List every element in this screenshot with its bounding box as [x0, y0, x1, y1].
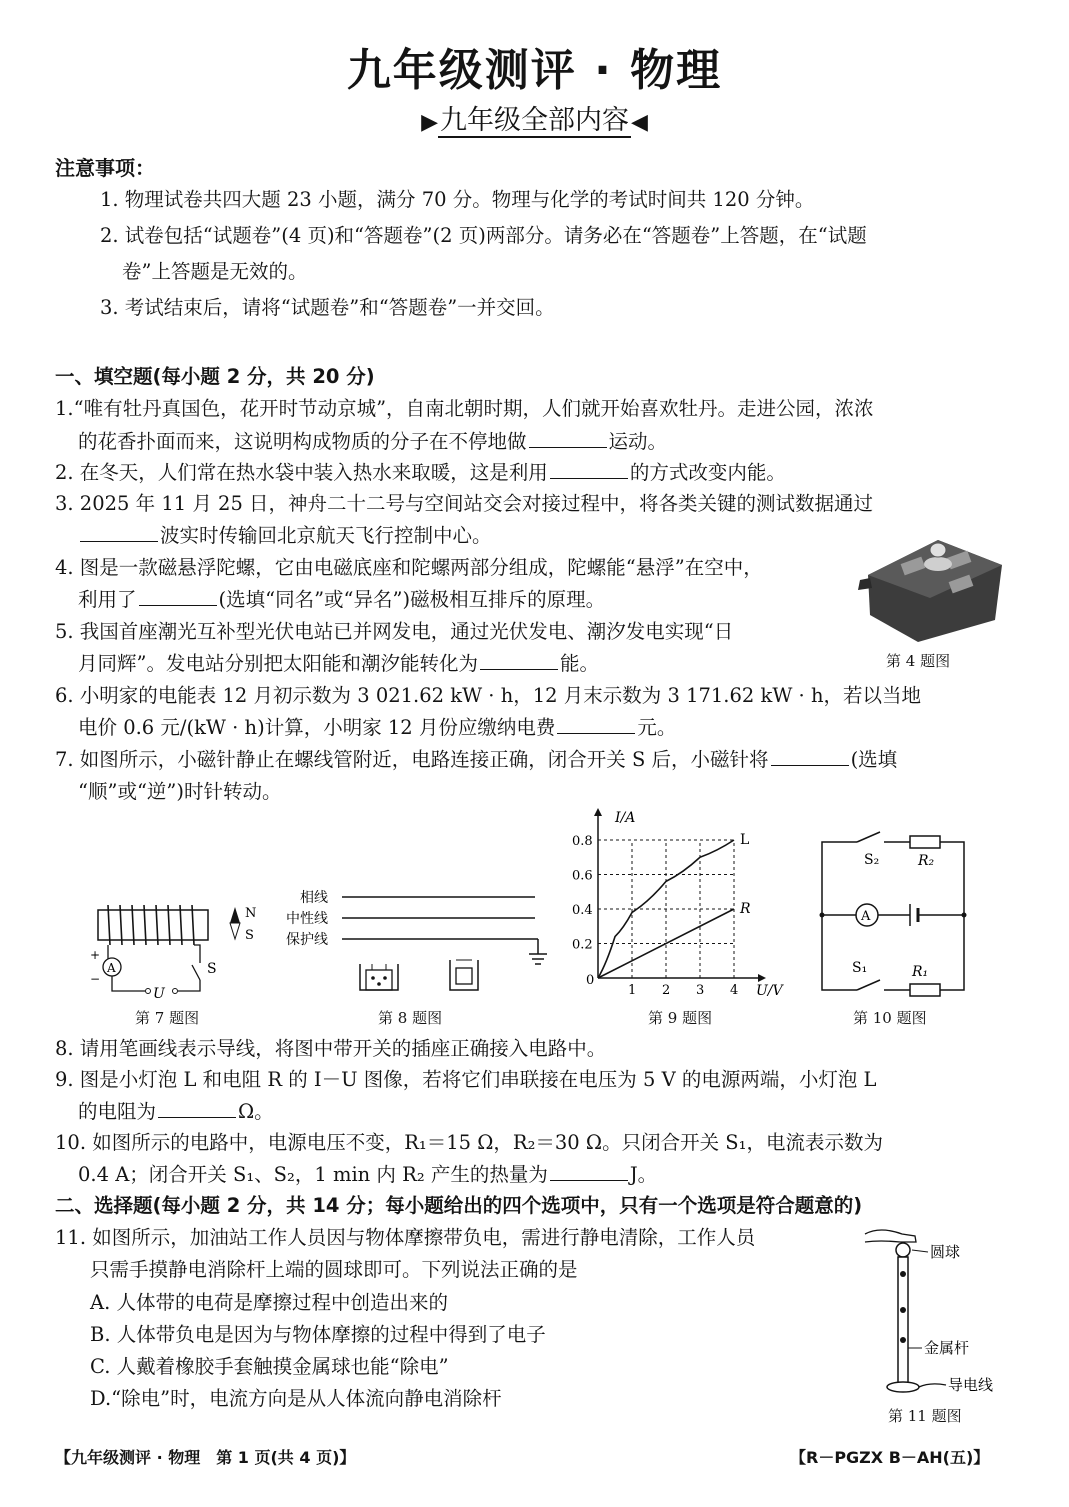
- x-tick-label: 3: [696, 983, 705, 998]
- resistor-r2-label: R₂: [918, 853, 935, 869]
- question-10-line-2: 0.4 A；闭合开关 S₁、S₂，1 min 内 R₂ 产生的热量为 J。: [78, 1163, 658, 1186]
- page-subtitle: [0, 98, 1069, 137]
- y-tick-label: 0.2: [572, 937, 593, 953]
- iu-chart: [560, 800, 800, 1005]
- x-axis-label: U/V: [756, 983, 783, 999]
- notice-item-1: 1. 物理试卷共四大题 23 小题，满分 70 分。物理与化学的考试时间共 120 分钟。: [100, 188, 815, 211]
- neutral-wire-label: 中性线: [286, 911, 328, 927]
- switch-label: S: [207, 961, 217, 977]
- figure-7-caption: 第 7 题图: [135, 1009, 200, 1027]
- x-tick-label: 2: [662, 983, 671, 998]
- question-8: 8. 请用笔画线表示导线，将图中带开关的插座正确接入电路中。: [55, 1037, 607, 1060]
- y-tick-label: 0.4: [572, 903, 593, 918]
- maglev-top-photo: [850, 520, 1010, 645]
- question-1-line-2: 的花香扑面而来，这说明构成物质的分子在不停地做 运动。: [78, 430, 668, 453]
- left-triangle-icon: ▶: [421, 110, 438, 135]
- y-axis-arrow: [594, 808, 602, 816]
- answer-blank: [550, 477, 628, 479]
- live-wire-label: 相线: [300, 890, 328, 906]
- household-wiring-diagram: [280, 880, 560, 1000]
- rod-label: 金属杆: [924, 1339, 970, 1357]
- option-c: C. 人戴着橡胶手套触摸金属球也能“除电”: [90, 1355, 449, 1378]
- question-3-line-2: 波实时传输回北京航天飞行控制中心。: [78, 524, 492, 547]
- question-7-line-2: “顺”或“逆”)时针转动。: [78, 780, 282, 803]
- switch-s2-label: S₂: [864, 852, 880, 868]
- question-5-line-1: 5. 我国首座潮光互补型光伏电站已并网发电，通过光伏发电、潮汐发电实现“日: [55, 620, 734, 643]
- question-4-line-2: 利用了 (选填“同名”或“异名”)磁极相互排斥的原理。: [78, 588, 606, 611]
- y-axis-label: I/A: [615, 810, 636, 826]
- question-9-line-2: 的电阻为 Ω。: [78, 1100, 274, 1123]
- plus-sign: +: [90, 948, 101, 962]
- footer-page-info: 【九年级测评 · 物理 第 1 页(共 4 页)】: [55, 1448, 356, 1467]
- notice-item-2: 2. 试卷包括“试题卷”(4 页)和“答题卷”(2 页)两部分。请务必在“答题卷”上答题，在“试题: [100, 224, 867, 247]
- static-discharge-rod-diagram: [860, 1222, 1010, 1402]
- subtitle-text: 九年级全部内容: [440, 105, 629, 136]
- question-11-line-2: 只需手摸静电消除杆上端的圆球即可。下列说法正确的是: [90, 1258, 578, 1281]
- ground-wire-label: 保护线: [286, 932, 328, 948]
- question-6-line-1: 6. 小明家的电能表 12 月初示数为 3 021.62 kW · h，12 月末示数为 3 171.62 kW · h，若以当地: [55, 684, 922, 707]
- y-tick-label: 0.6: [572, 868, 593, 884]
- answer-blank: [529, 446, 607, 448]
- question-4-line-1: 4. 图是一款磁悬浮陀螺，它由电磁底座和陀螺两部分组成，陀螺能“悬浮”在空中，: [55, 556, 763, 579]
- minus-sign: −: [90, 972, 101, 986]
- question-2: 2. 在冬天，人们常在热水袋中装入热水来取暖，这是利用 的方式改变内能。: [55, 461, 786, 484]
- answer-blank: [771, 764, 849, 766]
- option-a: A. 人体带的电荷是摩擦过程中创造出来的: [90, 1291, 448, 1314]
- ball-label: 圆球: [930, 1243, 961, 1261]
- resistor-r1-label: R₁: [912, 964, 929, 980]
- section-1-heading: 一、填空题(每小题 2 分，共 20 分): [55, 365, 375, 388]
- solenoid-circuit-diagram: [80, 895, 275, 1000]
- answer-blank: [550, 1179, 628, 1181]
- figure-8-caption: 第 8 题图: [378, 1009, 443, 1027]
- needle-south-label: S: [245, 928, 254, 943]
- y-tick-label: 0.8: [572, 834, 593, 849]
- figure-10-caption: 第 10 题图: [853, 1009, 927, 1027]
- question-9-line-1: 9. 图是小灯泡 L 和电阻 R 的 I－U 图像，若将它们串联接在电压为 5 V 的电源两端，小灯泡 L: [55, 1068, 877, 1091]
- series-label-l: L: [740, 832, 750, 848]
- ammeter-label: A: [861, 909, 871, 924]
- needle-north-label: N: [245, 906, 257, 921]
- series-label-r: R: [740, 901, 751, 917]
- question-7-line-1: 7. 如图所示，小磁针静止在螺线管附近，电路连接正确，闭合开关 S 后，小磁针将 (选填: [55, 748, 898, 771]
- question-6-line-2: 电价 0.6 元/(kW · h)计算，小明家 12 月份应缴纳电费 元。: [78, 716, 677, 739]
- question-3-line-1: 3. 2025 年 11 月 25 日，神舟二十二号与空间站交会对接过程中，将各类关键的测试数据通过: [55, 492, 874, 515]
- x-tick-label: 1: [628, 983, 637, 998]
- option-b: B. 人体带负电是因为与物体摩擦的过程中得到了电子: [90, 1323, 546, 1346]
- answer-blank: [557, 732, 635, 734]
- question-1-line-1: 1.“唯有牡丹真国色，花开时节动京城”，自南北朝时期，人们就开始喜欢牡丹。走进公园，浓浓: [55, 397, 874, 420]
- wire-label: 导电线: [948, 1376, 994, 1394]
- switch-s1-label: S₁: [852, 960, 868, 976]
- notice-heading: 注意事项：: [55, 156, 155, 180]
- answer-blank: [480, 668, 558, 670]
- origin-label: 0: [586, 973, 595, 988]
- answer-blank: [139, 604, 217, 606]
- x-axis-arrow: [758, 974, 766, 982]
- page-title: 九年级测评 · 物理: [346, 45, 723, 96]
- footer-paper-code: 【R－PGZX B－AH(五)】: [790, 1448, 990, 1467]
- figure-4-caption: 第 4 题图: [886, 652, 951, 670]
- figure-11-caption: 第 11 题图: [888, 1407, 962, 1425]
- notice-item-3: 3. 考试结束后，请将“试题卷”和“答题卷”一并交回。: [100, 296, 555, 319]
- notice-item-2-cont: 卷”上答题是无效的。: [122, 260, 308, 283]
- figure-9-caption: 第 9 题图: [648, 1009, 713, 1027]
- source-voltage-label: U: [153, 986, 165, 1000]
- question-11-line-1: 11. 如图所示，加油站工作人员因与物体摩擦带负电，需进行静电清除，工作人员: [55, 1226, 756, 1249]
- answer-blank: [158, 1116, 236, 1118]
- question-10-line-1: 10. 如图所示的电路中，电源电压不变，R₁＝15 Ω，R₂＝30 Ω。只闭合开关 S₁，电流表示数为: [55, 1131, 883, 1154]
- parallel-circuit-diagram: [812, 820, 972, 1000]
- ammeter-label: A: [107, 961, 116, 975]
- x-tick-label: 4: [730, 983, 739, 998]
- section-2-heading: 二、选择题(每小题 2 分，共 14 分；每小题给出的四个选项中，只有一个选项是符合题意的): [55, 1194, 863, 1217]
- question-5-line-2: 月同辉”。发电站分别把太阳能和潮汐能转化为 能。: [78, 652, 599, 675]
- right-triangle-icon: ◀: [631, 110, 648, 135]
- option-d: D.“除电”时，电流方向是从人体流向静电消除杆: [90, 1387, 502, 1410]
- answer-blank: [80, 540, 158, 542]
